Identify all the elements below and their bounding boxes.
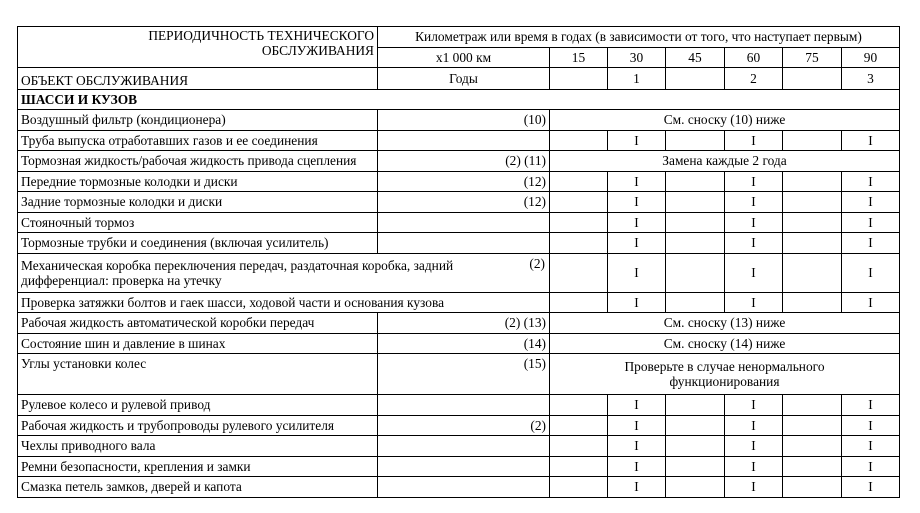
footnote-ref bbox=[378, 436, 550, 457]
table-row bbox=[18, 333, 900, 354]
footnote-ref: (2) (11) bbox=[378, 151, 550, 172]
interval-mark bbox=[550, 456, 608, 477]
table-row bbox=[18, 436, 900, 457]
interval-mark bbox=[666, 436, 725, 457]
interval-mark bbox=[550, 415, 608, 436]
interval-mark: I bbox=[842, 477, 900, 498]
km-cell: 30 bbox=[608, 47, 666, 68]
interval-mark: I bbox=[842, 253, 900, 292]
interval-mark bbox=[550, 233, 608, 254]
section-row bbox=[18, 89, 900, 110]
footnote-ref bbox=[378, 456, 550, 477]
interval-mark bbox=[783, 477, 842, 498]
interval-mark: I bbox=[725, 395, 783, 416]
interval-mark bbox=[783, 415, 842, 436]
interval-mark bbox=[550, 477, 608, 498]
year-cell bbox=[666, 68, 725, 90]
interval-mark bbox=[550, 395, 608, 416]
header-row-caption bbox=[18, 27, 900, 48]
interval-mark bbox=[666, 233, 725, 254]
interval-mark: I bbox=[608, 436, 666, 457]
item-name: Проверка затяжки болтов и гаек шасси, ходовой части и основания кузова bbox=[18, 292, 550, 313]
table-row bbox=[18, 253, 900, 292]
table-row bbox=[18, 395, 900, 416]
km-cell: 45 bbox=[666, 47, 725, 68]
table-row bbox=[18, 313, 900, 334]
interval-mark bbox=[783, 292, 842, 313]
span-note: См. сноску (14) ниже bbox=[550, 333, 900, 354]
interval-mark: I bbox=[608, 395, 666, 416]
table-row bbox=[18, 110, 900, 131]
span-note: Замена каждые 2 года bbox=[550, 151, 900, 172]
interval-mark: I bbox=[725, 130, 783, 151]
interval-mark: I bbox=[842, 292, 900, 313]
interval-mark bbox=[783, 253, 842, 292]
interval-mark bbox=[783, 171, 842, 192]
interval-mark: I bbox=[725, 292, 783, 313]
interval-mark bbox=[783, 436, 842, 457]
item-name: Задние тормозные колодки и диски bbox=[18, 192, 378, 213]
footnote-ref bbox=[378, 212, 550, 233]
table-row bbox=[18, 233, 900, 254]
km-cell: 75 bbox=[783, 47, 842, 68]
item-name: Рулевое колесо и рулевой привод bbox=[18, 395, 378, 416]
interval-mark: I bbox=[842, 171, 900, 192]
interval-mark bbox=[666, 212, 725, 233]
footnote-ref bbox=[378, 233, 550, 254]
footnote-ref: (12) bbox=[378, 171, 550, 192]
km-cell: 15 bbox=[550, 47, 608, 68]
item-name: Тормозная жидкость/рабочая жидкость привода сцепления bbox=[18, 151, 378, 172]
header-row-years bbox=[18, 68, 900, 90]
interval-mark bbox=[666, 395, 725, 416]
interval-mark bbox=[783, 212, 842, 233]
interval-mark bbox=[666, 130, 725, 151]
table-row bbox=[18, 477, 900, 498]
item-name: Смазка петель замков, дверей и капота bbox=[18, 477, 378, 498]
interval-mark bbox=[550, 212, 608, 233]
table-row bbox=[18, 456, 900, 477]
table-row bbox=[18, 130, 900, 151]
km-cell: 90 bbox=[842, 47, 900, 68]
footnote-ref: (2) bbox=[378, 415, 550, 436]
footnote-ref: (14) bbox=[378, 333, 550, 354]
interval-mark bbox=[666, 171, 725, 192]
table-row bbox=[18, 212, 900, 233]
interval-mark: I bbox=[842, 436, 900, 457]
interval-mark bbox=[666, 192, 725, 213]
interval-mark: I bbox=[608, 130, 666, 151]
item-name: Ремни безопасности, крепления и замки bbox=[18, 456, 378, 477]
schedule-title: ПЕРИОДИЧНОСТЬ ТЕХНИЧЕСКОГО ОБСЛУЖИВАНИЯ bbox=[18, 27, 378, 68]
span-note: См. сноску (13) ниже bbox=[550, 313, 900, 334]
footnote-ref: (15) bbox=[378, 354, 550, 395]
interval-mark: I bbox=[725, 415, 783, 436]
interval-mark bbox=[550, 292, 608, 313]
interval-mark: I bbox=[608, 253, 666, 292]
interval-mark bbox=[666, 477, 725, 498]
object-label: ОБЪЕКТ ОБСЛУЖИВАНИЯ bbox=[18, 68, 378, 90]
footnote-ref: (2) (13) bbox=[378, 313, 550, 334]
interval-mark bbox=[783, 192, 842, 213]
item-name: Передние тормозные колодки и диски bbox=[18, 171, 378, 192]
year-cell: 2 bbox=[725, 68, 783, 90]
interval-mark bbox=[666, 253, 725, 292]
interval-mark bbox=[666, 415, 725, 436]
interval-mark: I bbox=[608, 292, 666, 313]
interval-mark: I bbox=[608, 192, 666, 213]
interval-mark bbox=[550, 171, 608, 192]
item-name: Рабочая жидкость и трубопроводы рулевого усилителя bbox=[18, 415, 378, 436]
years-label: Годы bbox=[378, 68, 550, 90]
interval-mark: I bbox=[725, 436, 783, 457]
footnote-ref bbox=[378, 130, 550, 151]
item-name: Чехлы приводного вала bbox=[18, 436, 378, 457]
interval-mark: I bbox=[725, 456, 783, 477]
year-cell bbox=[783, 68, 842, 90]
interval-mark bbox=[783, 130, 842, 151]
table-row bbox=[18, 415, 900, 436]
interval-mark bbox=[783, 395, 842, 416]
interval-mark: I bbox=[608, 233, 666, 254]
item-name-wide bbox=[18, 253, 550, 292]
interval-mark bbox=[550, 192, 608, 213]
table-row bbox=[18, 192, 900, 213]
interval-mark: I bbox=[725, 477, 783, 498]
year-cell: 3 bbox=[842, 68, 900, 90]
footnote-ref: (2) bbox=[529, 255, 545, 271]
interval-mark bbox=[666, 292, 725, 313]
interval-mark: I bbox=[725, 171, 783, 192]
span-note: Проверьте в случае ненормального функционирования bbox=[550, 354, 900, 395]
interval-mark: I bbox=[842, 395, 900, 416]
interval-mark: I bbox=[842, 212, 900, 233]
interval-mark: I bbox=[725, 253, 783, 292]
interval-mark bbox=[550, 436, 608, 457]
item-name: Стояночный тормоз bbox=[18, 212, 378, 233]
interval-mark: I bbox=[842, 233, 900, 254]
interval-mark: I bbox=[725, 192, 783, 213]
item-name: Механическая коробка переключения передач, раздаточная коробка, задний дифференциал: проверка на утечку bbox=[21, 257, 454, 288]
km-cell: 60 bbox=[725, 47, 783, 68]
interval-mark: I bbox=[842, 415, 900, 436]
item-name: Рабочая жидкость автоматической коробки передач bbox=[18, 313, 378, 334]
maintenance-schedule-table bbox=[17, 26, 900, 498]
interval-mark: I bbox=[842, 456, 900, 477]
interval-mark: I bbox=[842, 130, 900, 151]
table-row bbox=[18, 171, 900, 192]
interval-mark: I bbox=[608, 171, 666, 192]
interval-mark bbox=[666, 456, 725, 477]
interval-mark bbox=[783, 233, 842, 254]
interval-caption: Километраж или время в годах (в зависимости от того, что наступает первым) bbox=[378, 27, 900, 48]
interval-mark: I bbox=[725, 212, 783, 233]
span-note: См. сноску (10) ниже bbox=[550, 110, 900, 131]
item-name: Тормозные трубки и соединения (включая усилитель) bbox=[18, 233, 378, 254]
interval-mark bbox=[783, 456, 842, 477]
table-row bbox=[18, 151, 900, 172]
footnote-ref bbox=[378, 395, 550, 416]
item-name: Воздушный фильтр (кондиционера) bbox=[18, 110, 378, 131]
footnote-ref bbox=[378, 477, 550, 498]
year-cell: 1 bbox=[608, 68, 666, 90]
interval-mark: I bbox=[725, 233, 783, 254]
table-row bbox=[18, 354, 900, 395]
table-row bbox=[18, 292, 900, 313]
interval-mark: I bbox=[608, 212, 666, 233]
interval-mark: I bbox=[608, 456, 666, 477]
interval-mark: I bbox=[842, 192, 900, 213]
section-title: ШАССИ И КУЗОВ bbox=[18, 89, 900, 110]
interval-mark bbox=[550, 130, 608, 151]
item-name: Состояние шин и давление в шинах bbox=[18, 333, 378, 354]
interval-mark: I bbox=[608, 415, 666, 436]
interval-mark bbox=[550, 253, 608, 292]
item-name: Углы установки колес bbox=[18, 354, 378, 395]
interval-mark: I bbox=[608, 477, 666, 498]
item-name: Труба выпуска отработавших газов и ее соединения bbox=[18, 130, 378, 151]
footnote-ref: (12) bbox=[378, 192, 550, 213]
year-cell bbox=[550, 68, 608, 90]
footnote-ref: (10) bbox=[378, 110, 550, 131]
km-label: x1 000 км bbox=[378, 47, 550, 68]
